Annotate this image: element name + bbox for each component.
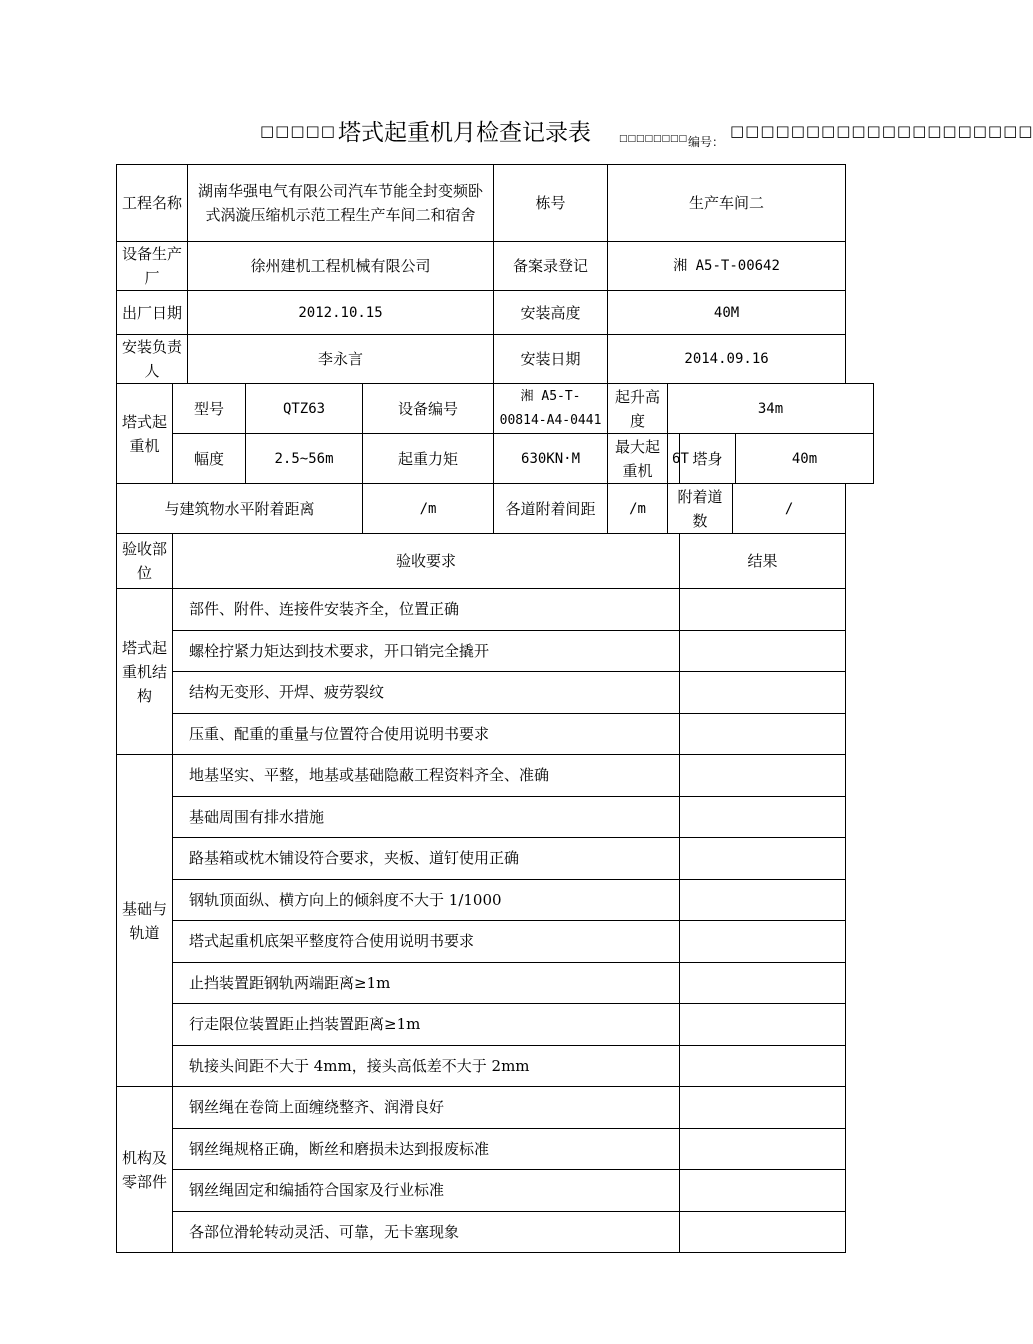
result-cell[interactable] (680, 879, 846, 921)
result-cell[interactable] (680, 962, 846, 1004)
requirement-item: 基础周围有排水措施 (173, 796, 680, 838)
requirement-item: 部件、附件、连接件安装齐全，位置正确 (173, 589, 680, 631)
result-cell[interactable] (680, 1087, 846, 1129)
number-label: 编号： (688, 135, 725, 149)
crane-group-label: 塔式起重机 (117, 384, 173, 484)
requirement-item: 止挡装置距钢轨两端距离≥1m (173, 962, 680, 1004)
result-cell[interactable] (680, 1170, 846, 1212)
range-value: 2.5~56m (246, 434, 363, 484)
title-small-boxes: □□□□□□□□ (619, 134, 688, 144)
attach-distance-label: 与建筑物水平附着距离 (117, 484, 363, 534)
result-cell[interactable] (680, 1211, 846, 1253)
requirement-header: 验收要求 (173, 534, 680, 589)
result-cell[interactable] (680, 921, 846, 963)
attach-spacing-value: /m (608, 484, 668, 534)
part-label-structure: 塔式起重机结构 (117, 589, 173, 755)
manufacturer-value: 徐州建机工程机械有限公司 (188, 242, 494, 291)
equip-no-value: 湘 A5-T-00814-A4-0441 (494, 384, 608, 434)
attach-spacing-label: 各道附着间距 (494, 484, 608, 534)
requirement-item: 行走限位装置距止挡装置距离≥1m (173, 1004, 680, 1046)
result-cell[interactable] (680, 755, 846, 797)
install-date-value: 2014.09.16 (608, 335, 846, 384)
max-load-value: 6T (668, 434, 680, 484)
max-load-label: 最大起重机 (608, 434, 668, 484)
project-name-label: 工程名称 (117, 165, 188, 242)
install-date-label: 安装日期 (494, 335, 608, 384)
requirement-item: 塔式起重机底架平整度符合使用说明书要求 (173, 921, 680, 963)
tower-label: 塔身 (680, 434, 736, 484)
equip-no-label: 设备编号 (363, 384, 494, 434)
part-label-foundation: 基础与轨道 (117, 755, 173, 1087)
manufacturer-label: 设备生产厂 (117, 242, 188, 291)
requirement-item: 螺栓拧紧力矩达到技术要求，开口销完全撬开 (173, 630, 680, 672)
lift-height-label: 起升高度 (608, 384, 668, 434)
building-no-label: 栋号 (494, 165, 608, 242)
result-cell[interactable] (680, 672, 846, 714)
factory-date-value: 2012.10.15 (188, 291, 494, 335)
installer-label: 安装负责人 (117, 335, 188, 384)
requirement-item: 地基坚实、平整，地基或基础隐蔽工程资料齐全、准确 (173, 755, 680, 797)
result-cell[interactable] (680, 713, 846, 755)
title-prefix-boxes: □□□□□ (260, 122, 336, 140)
requirement-item: 钢丝绳在卷筒上面缠绕整齐、润滑良好 (173, 1087, 680, 1129)
requirement-item: 结构无变形、开焊、疲劳裂纹 (173, 672, 680, 714)
page-title: 塔式起重机月检查记录表 (338, 120, 591, 146)
result-cell[interactable] (680, 1045, 846, 1087)
record-reg-label: 备案录登记 (494, 242, 608, 291)
attach-count-label: 附着道数 (668, 484, 733, 534)
model-label: 型号 (173, 384, 246, 434)
title-line (0, 112, 1033, 152)
model-value: QTZ63 (246, 384, 363, 434)
installer-value: 李永言 (188, 335, 494, 384)
number-boxes: □□□□□□□□□□□□□□□□□□□□ (730, 122, 1033, 140)
requirement-item: 路基箱或枕木铺设符合要求，夹板、道钉使用正确 (173, 838, 680, 880)
result-cell[interactable] (680, 1004, 846, 1046)
moment-label: 起重力矩 (363, 434, 494, 484)
building-no-value: 生产车间二 (608, 165, 846, 242)
moment-value: 630KN·M (494, 434, 608, 484)
part-header: 验收部位 (117, 534, 173, 589)
result-cell[interactable] (680, 796, 846, 838)
result-cell[interactable] (680, 630, 846, 672)
requirement-item: 钢轨顶面纵、横方向上的倾斜度不大于 1/1000 (173, 879, 680, 921)
install-height-label: 安装高度 (494, 291, 608, 335)
attach-count-value: / (733, 484, 846, 534)
result-cell[interactable] (680, 1128, 846, 1170)
record-reg-value: 湘 A5-T-00642 (608, 242, 846, 291)
part-label-mechanism: 机构及零部件 (117, 1087, 173, 1253)
inspection-table (116, 164, 874, 1253)
requirement-item: 压重、配重的重量与位置符合使用说明书要求 (173, 713, 680, 755)
result-cell[interactable] (680, 838, 846, 880)
result-cell[interactable] (680, 589, 846, 631)
project-name-value: 湖南华强电气有限公司汽车节能全封变频卧式涡漩压缩机示范工程生产车间二和宿舍 (188, 165, 494, 242)
requirement-item: 各部位滑轮转动灵活、可靠，无卡塞现象 (173, 1211, 680, 1253)
requirement-item: 轨接头间距不大于 4mm，接头高低差不大于 2mm (173, 1045, 680, 1087)
tower-value: 40m (736, 434, 874, 484)
attach-distance-value: /m (363, 484, 494, 534)
lift-height-value: 34m (668, 384, 874, 434)
factory-date-label: 出厂日期 (117, 291, 188, 335)
install-height-value: 40M (608, 291, 846, 335)
range-label: 幅度 (173, 434, 246, 484)
requirement-item: 钢丝绳固定和编插符合国家及行业标准 (173, 1170, 680, 1212)
result-header: 结果 (680, 534, 846, 589)
requirement-item: 钢丝绳规格正确，断丝和磨损未达到报废标准 (173, 1128, 680, 1170)
